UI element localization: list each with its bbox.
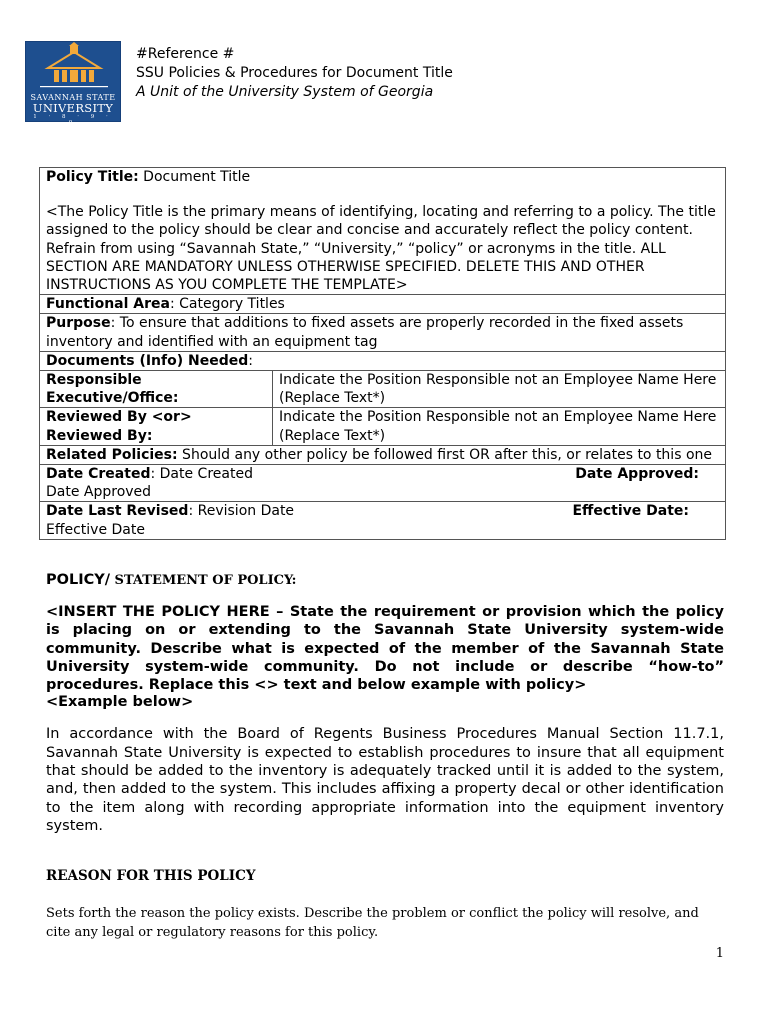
reviewed-label: Reviewed By <or> Reviewed By: xyxy=(40,408,273,445)
document-subtitle: A Unit of the University System of Georgia xyxy=(136,84,434,100)
related-policies-value: Should any other policy be followed first OR after this, or relates to this one xyxy=(177,446,712,463)
reason-heading: REASON FOR THIS POLICY xyxy=(46,868,256,884)
policy-section xyxy=(46,572,724,835)
policy-heading-main: POLICY/ xyxy=(46,572,111,588)
policy-title-row xyxy=(40,168,726,295)
university-logo xyxy=(25,41,121,126)
policy-title-label: Policy Title: xyxy=(46,169,139,185)
date-created-value: : Date Created xyxy=(150,466,253,483)
reason-text: Sets forth the reason the policy exists. Describe the problem or conflict the policy will resolve, and cite any legal or regulatory reasons for this policy. xyxy=(46,906,699,940)
policy-body: In accordance with the Board of Regents Business Procedures Manual Section 11.7.1, Savannah State University is expected to establish procedures to insure that all equipment that should be added to the inventory is adequately tracked until it is added to the system, and, then added to the system. This includes affixing a property decal or other identification to the item along with recording appropriate information into the equipment inventory system. xyxy=(46,726,724,834)
document-title: SSU Policies & Procedures for Document Title xyxy=(136,65,453,81)
documents-row xyxy=(40,351,726,370)
document-header xyxy=(136,45,453,102)
policy-heading-sub: STATEMENT OF POLICY: xyxy=(110,573,297,588)
related-policies-label: Related Policies: xyxy=(46,446,178,463)
functional-area-row xyxy=(40,295,726,314)
effective-date-value: Effective Date xyxy=(46,521,145,538)
purpose-label: Purpose xyxy=(46,315,111,332)
documents-label: Documents (Info) Needed xyxy=(46,352,249,369)
policy-heading xyxy=(46,572,724,588)
effective-date-label: Effective Date: xyxy=(572,503,689,520)
building-icon xyxy=(26,42,122,94)
dates-revised-row xyxy=(40,502,726,539)
logo-line-3: 1 · 8 · 9 · 0 xyxy=(33,114,113,126)
functional-area-label: Functional Area xyxy=(46,296,170,313)
policy-metadata-table xyxy=(39,167,726,540)
date-created-label: Date Created xyxy=(46,466,151,483)
responsible-label: Responsible Executive/Office: xyxy=(40,371,273,408)
policy-title-instructions: <The Policy Title is the primary means of identifying, locating and referring to a policy. The title assigned to the policy should be clear and concise and accurately reflect the policy content. Refrain from using “Savannah State,” “University,” “policy” or acronyms in the title. ALL SECTION ARE MANDATORY UNLESS OTHERWISE SPECIFIED. DELETE THIS AND OTHER INSTRUCTIONS AS YOU COMPLETE THE TEMPLATE> xyxy=(46,204,716,294)
date-approved-label: Date Approved: xyxy=(575,466,699,483)
reviewed-row xyxy=(40,408,726,445)
purpose-row xyxy=(40,314,726,351)
dates-created-row xyxy=(40,465,726,502)
date-approved-value: Date Approved xyxy=(46,484,152,501)
purpose-value: : To ensure that additions to fixed assets are properly recorded in the fixed assets inventory and identified with an equipment tag xyxy=(46,315,684,350)
example-label: <Example below> xyxy=(46,694,194,711)
functional-area-value: : Category Titles xyxy=(169,296,285,313)
logo-line-1: SAVANNAH STATE xyxy=(30,93,116,102)
related-policies-row xyxy=(40,445,726,464)
page-number: 1 xyxy=(715,946,724,961)
policy-insert-instructions: <INSERT THE POLICY HERE – State the requirement or provision which the policy is placing on or extending to the Savannah State University system-wide community. Describe what is expected of the member of the Savannah State University system-wide community. Do not include or describe “how-to” procedures. Replace this <> text and below example with policy> xyxy=(46,604,724,694)
responsible-value: Indicate the Position Responsible not an Employee Name Here (Replace Text*) xyxy=(273,371,726,408)
reference-number: #Reference # xyxy=(136,46,235,62)
reviewed-value: Indicate the Position Responsible not an Employee Name Here (Replace Text*) xyxy=(273,408,726,445)
documents-value: : xyxy=(248,352,253,369)
responsible-row xyxy=(40,371,726,408)
policy-title-value: Document Title xyxy=(138,169,251,185)
logo-line-2: UNIVERSITY xyxy=(32,101,114,115)
date-revised-value: : Revision Date xyxy=(188,503,295,520)
date-revised-label: Date Last Revised xyxy=(46,503,189,520)
